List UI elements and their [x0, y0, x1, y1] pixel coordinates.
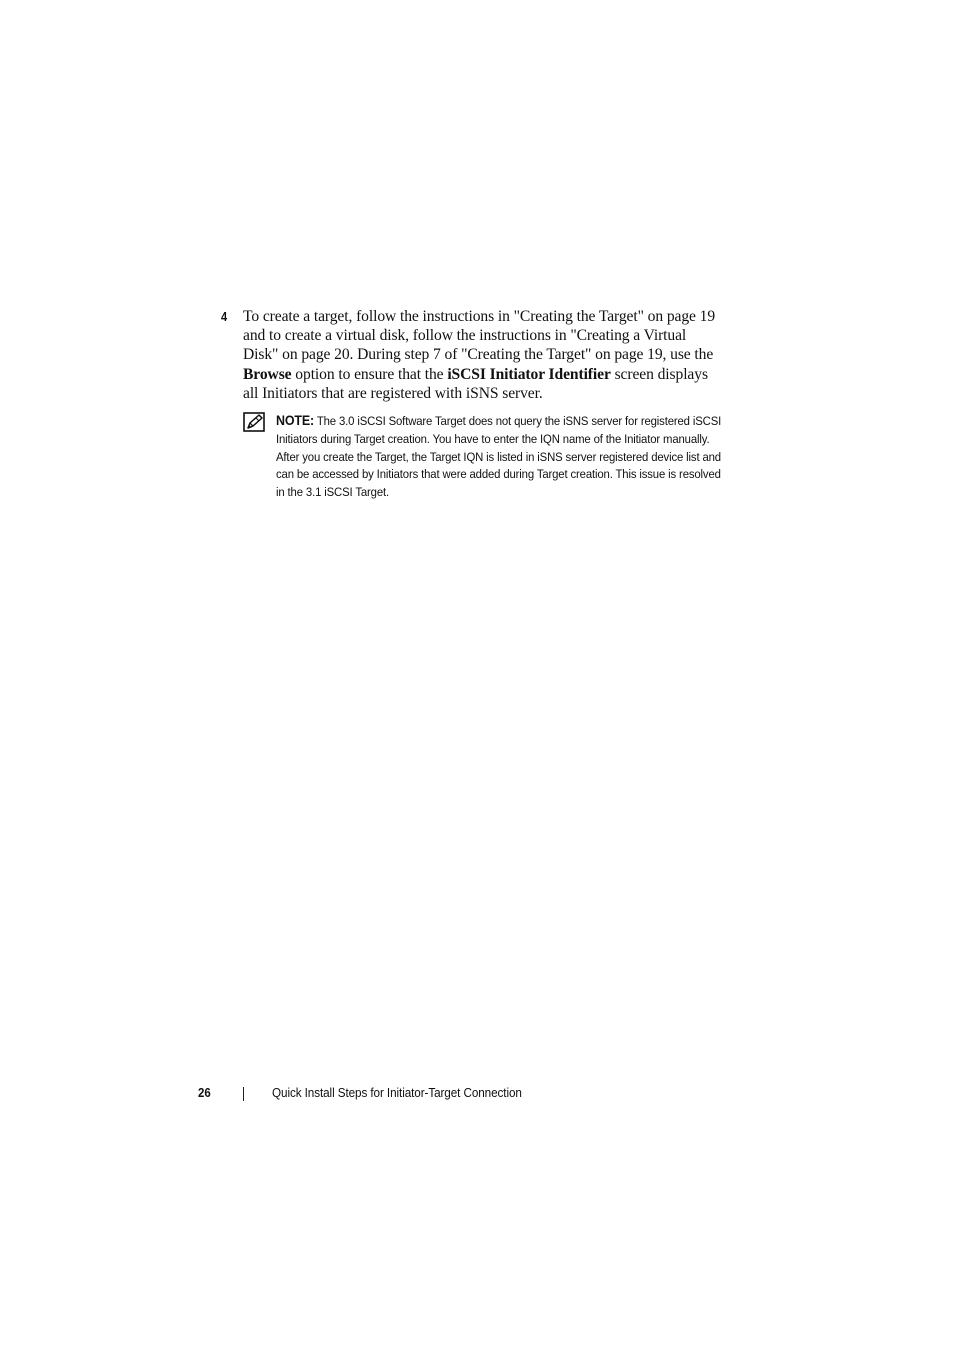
footer-chapter-title: Quick Install Steps for Initiator-Target Connection [272, 1086, 522, 1100]
page-number: 26 [198, 1085, 211, 1100]
step-text-segment: screen displays all Initiators that are registered with iSNS server. [243, 365, 708, 402]
step-text-segment: To create a target, follow the instructions in "Creating the Target" on page 19 and to create a virtual disk, follow the instructions in "Creating a Virtual Disk" on page 20. During step 7 of "Creating the Target" on page 19, use the [243, 308, 716, 364]
step-text-segment: option to ensure that the [291, 365, 448, 383]
note-text: The 3.0 iSCSI Software Target does not query the iSNS server for registered iSCSI Initiators during Target creation. You have to enter the IQN name of the Initiator manually. After you create the Target, the Target IQN is listed in iSNS server registered device list and can be accessed by Initiators that were added during Target creation. This issue is resolved in the 3.1 iSCSI Target. [276, 414, 722, 500]
note-label: NOTE: [276, 413, 315, 428]
footer-divider [243, 1087, 244, 1101]
note-body [276, 412, 722, 502]
pencil-note-icon [243, 412, 265, 432]
iscsi-initiator-identifier-label: iSCSI Initiator Identifier [447, 365, 611, 383]
step-text [243, 307, 723, 403]
browse-option-label: Browse [243, 365, 292, 383]
step-number: 4 [221, 309, 228, 324]
page-footer [0, 1085, 954, 1105]
